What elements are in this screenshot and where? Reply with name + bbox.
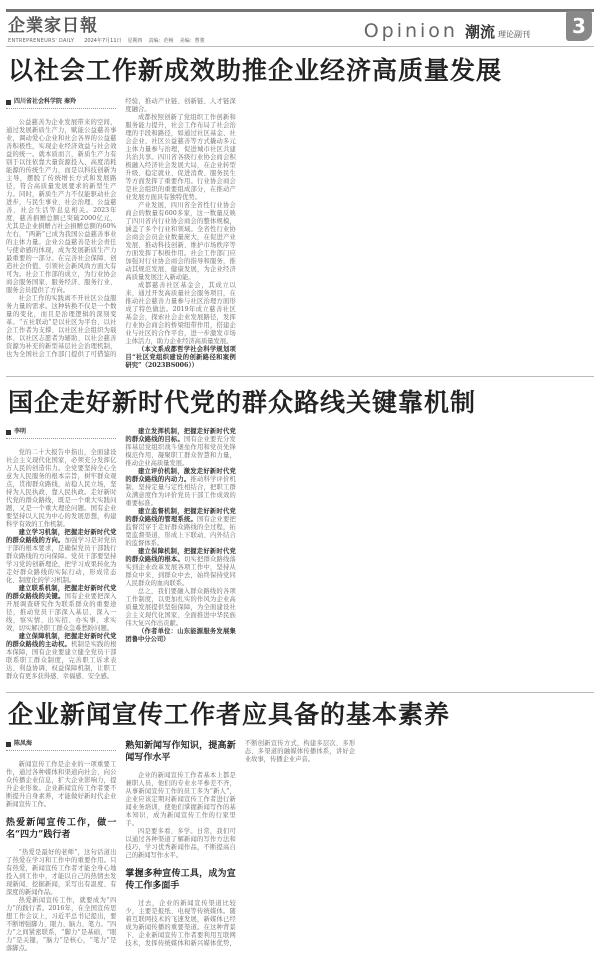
paragraph-text: 新闻宣传工作是企业的一项重要工作，通过各种媒体和渠道向社会、向公众传播企业信息，扩大企业影响力，提升企业形象。企业新闻宣传工作者要不断提升自身素养，才能做好新时代企业新闻宣传工作。 xyxy=(6,761,117,808)
paragraph xyxy=(125,828,235,860)
paragraph xyxy=(125,588,235,628)
paragraph-text: 过去，企业的新闻宣传渠道比较少，主要是报纸、电视等传统媒体。随着互联网技术的飞速发展，新媒体已经成为新闻传播的重要渠道。在这种背景下，企业新闻宣传工作者要利用互联网技术，发挥传统媒体和新兴媒体优势，不断创新宣传方式，构建多层次、多形态、多渠道的融媒体传播体系，讲好企业故事，传播企业声音。 xyxy=(125,740,356,947)
subheading: 熟知新闻写作知识，提高新闻写作水平 xyxy=(125,741,236,763)
divider xyxy=(6,376,594,377)
paragraph-text: 四是要多看、多学。日常，我们可以通过各种渠道了解新闻的写作方法和技巧，学习优秀新闻作品，不断提高自己的新闻写作水平。 xyxy=(125,828,236,859)
paragraph xyxy=(125,282,235,346)
paragraph-text: 推动科学评价机制，坚持定量与定性相结合，把职工群众满意度作为评价党员干部工作成效的重要标准。 xyxy=(125,476,236,507)
issue-weekday: 星期四 xyxy=(127,38,143,44)
byline xyxy=(6,428,116,439)
paragraph-text: 社会工作的实践离不开社区公益服务力量的需求。这种转换不仅是一个数量的变化，而且是治理逻辑的深刻变革。“五社联动”是以社区为平台、以社会工作者为支撑、以社区社会组织为载体、以社区志愿者为辅助、以社会慈善资源为补充的新型基层社会治理机制，也为全国社会工作部门提供了可借鉴的经验，推动产业链、创新链、人才链深度融合。 xyxy=(6,98,236,358)
paragraph-text: 党的二十大报告中指出，全面建设社会主义现代化国家，必须充分发挥亿万人民的创造伟力。全党要坚持全心全意为人民服务的根本宗旨，树牢群众观点，贯彻群众路线，站稳人民立场，坚持为人民执政、靠人民执政。走好新时代党的群众路线，既是一个重大实践问题，又是一个重大理论问题。国有企业要坚持以人民为中心的发展思想，构建科学有效的工作机制。 xyxy=(6,449,117,528)
paragraph xyxy=(6,849,116,897)
paragraph-lead: 建立评价机制，激发走好新时代党的群众路线的内动力。 xyxy=(125,468,236,483)
page-number: 3 xyxy=(566,11,592,41)
paragraph-lead: 建立保障机制，把握走好新时代党的群众路线的主动权。 xyxy=(6,633,117,648)
byline-square-icon xyxy=(6,100,11,105)
paragraph-text: 国有企业要把深入开展调查研究作为联系群众的重要途径，推动党员干部深入基层、深入一线，察实情、出实招、办实事、求实效，切实解决职工群众急难愁盼问题。 xyxy=(6,593,117,632)
paragraph-text: 机制是实践的根本保障，国有企业要建立健全党员干部联系职工群众制度，完善职工诉求表达、利益协调、权益保障机制，让职工群众有更多获得感、幸福感、安全感。 xyxy=(6,641,117,680)
paragraph-text: 切实把群众路线落实到企业改革发展各项工作中，坚持从群众中来、到群众中去，始终保持党同人民群众的血肉联系。 xyxy=(125,556,236,587)
top-rule xyxy=(6,9,594,12)
paragraph-lead: 建立发挥机制，把握走好新时代党的群众路线的目标。 xyxy=(125,428,236,443)
paragraph xyxy=(6,761,116,809)
section-subtitle: 理论副刊 xyxy=(498,30,530,39)
paragraph-text: 国有企业要充分发挥基层党组织战斗堡垒作用和党员先锋模范作用，凝聚职工群众智慧和力量，推动企业高质量发展。 xyxy=(125,436,236,467)
paragraph-text: 成都按照创新了党组织工作创新和服务能力提升，社会工作布局了社会治理的手段和路径，如通过社区基金、社会企业、社区公益慈善等方式撬动多元主体力量参与治理，促进城市社区共建共治共享。四川省各级行业协会商会积极融入经济社会发展大局，在企业转型升级、稳定就业、促进消费、服务民生等方面发挥了重要作用。行业协会商会是社会组织的重要组成部分，在推动产业发展方面具有独特优势。 xyxy=(125,114,236,201)
paragraph-text: 总之，我们要融入群众路线的各项工作制度，以更加扎实的作风为企业高质量发展提供坚强保障，为全面建设社会主义现代化国家、全面推进中华民族伟大复兴作出贡献。 xyxy=(125,588,236,627)
paragraph xyxy=(6,585,116,633)
paragraph xyxy=(125,508,235,548)
issue-date: 2024年7月11日 xyxy=(84,38,122,44)
author-name: 陈凤海 xyxy=(14,740,33,747)
byline xyxy=(6,740,116,751)
headline-3: 企业新闻宣传工作者应具备的基本素养 xyxy=(8,700,451,729)
headline-1: 以社会工作新成效助推企业经济高质量发展 xyxy=(8,56,503,85)
paragraph xyxy=(125,468,235,508)
article-note: （本文系成都哲学社会科学规划项目“社区党组织建设的创新路径和案例研究”（2023BS006）） xyxy=(125,346,236,369)
paragraph-text: 产业发展，四川省全省性行业协会商会的数量有600多家，这一数量反映了四川省内行业协会商会的整体规模，涵盖了多个行业和领域。全省性行业协会商会会员企业数量庞大，在促进产业发展、推动科技创新、维护市场秩序等方面发挥了积极作用。社会工作部门应加强对行业协会商会的指导和服务，推动其规范发展、健康发展，为企业经济高质量发展注入新动能。 xyxy=(125,202,236,281)
paragraph-lead: 建立监督机制，把握走好新时代党的群众路线的管理系统。 xyxy=(125,508,236,523)
divider xyxy=(6,46,594,47)
paragraph-text: “热爱是最好的老师”，这句话道出了热爱在学习和工作中的重要作用。只有热爱，新闻宣传工作者才能全身心地投入到工作中，才能以自己的热情去发现新闻、挖掘新闻，采写出有温度、有深度的新闻作品。 xyxy=(6,849,117,896)
dateline xyxy=(84,38,204,44)
paragraph-lead: 建立联系机制，把握走好新时代党的群众路线的关键。 xyxy=(6,585,117,600)
masthead-subrow xyxy=(8,38,205,44)
newspaper-logo: 企業家日報 xyxy=(8,16,98,36)
paragraph-lead: 建立保障机制，把握走好新时代党的群众路线的根本。 xyxy=(125,548,236,563)
paragraph xyxy=(125,772,235,828)
article-1-body xyxy=(6,98,594,370)
paragraph xyxy=(125,428,235,468)
paragraph-text: 公益慈善为企业发展带来的空间，通过发展新质生产力，赋能公益慈善事业，调动爱心企业和社会各界的公益慈善积极性，实现企业经济效益与社会效益的统一。就本质而言，新质生产力有别于以往依靠大量资源投入、高度消耗能源的传统生产力，而是以科技创新为主导，摆脱了传统增长方式和发展路径，符合高质量发展要求的新型生产力。同时，新质生产力不仅能驱动社会进步，与民生事业、社会治理、公益慈善、社会生活等息息相关。2023年度，慈善捐赠总额已突破2000亿元，尤其是企业捐赠占社会捐赠总额的60%左右，“两新”已成为我国公益慈善事业的主体力量。企业公益慈善是社会责任与使命感的体现，成为发展新质生产力最重要的一部分。在完善社会保障、创造社会价值、引领社会新风尚方面大有可为。社会工作部的成立，为行业协会商会服务国家、服务经济、服务行业、服务会员提供了方向。 xyxy=(6,119,117,294)
section-name: 潮流 xyxy=(464,23,495,41)
subheading: 掌握多种宣传工具，成为宣传工作多面手 xyxy=(125,869,236,891)
subheading: 热爱新闻宣传工作，做一名“四力”践行者 xyxy=(6,818,117,840)
paragraph xyxy=(6,449,116,529)
paragraph xyxy=(125,548,235,588)
article-3-body xyxy=(6,740,594,954)
byline-square-icon xyxy=(6,742,11,747)
section-title xyxy=(364,20,530,42)
opinion-label: Opinion xyxy=(363,20,458,42)
paragraph-text: 国有企业要把监督贯穿于走好群众路线的全过程，拓宽监督渠道，形成上下联动、内外结合的监督体系。 xyxy=(125,516,236,547)
divider xyxy=(6,692,594,693)
paragraph-text: 成都慈善社区基金会，其成立以来，通过开发高质量社会服务项目，在推动社会慈善力量参与社区治理方面形成了特色做法。2019年成立慈善社区基金会，探索社会企业发展路径，发挥行业协会商会的桥梁纽带作用，搭建企业与社区的合作平台，进一步激发市场主体活力，助力企业经济高质量发展。 xyxy=(125,282,236,345)
paragraph-text: 企业的新闻宣传工作者基本上都是兼职人员，他们的专业水平参差不齐，从事新闻宣传工作的员工多为“新人”，企业应该定期对新闻宣传工作者进行新闻业务培训，使他们掌握新闻写作的基本知识，成为新闻宣传工作的行家里手。 xyxy=(125,772,236,827)
headline-2: 国企走好新时代党的群众路线关键靠机制 xyxy=(8,388,477,417)
newspaper-logo-english: ENTREPRENEURS' DAILY xyxy=(8,38,75,44)
byline xyxy=(6,98,116,109)
article-note: （作者单位：山东能源服务发展集团鲁中分公司） xyxy=(125,628,236,643)
paragraph xyxy=(6,633,116,681)
author-name: 四川省社会科学院 秦羚 xyxy=(14,98,77,105)
masthead xyxy=(6,14,594,44)
designer-credit: 美编：曹骏 xyxy=(179,38,205,44)
paragraph xyxy=(6,897,116,953)
paragraph xyxy=(125,114,235,202)
paragraph xyxy=(6,119,116,295)
paragraph-text: 加强学习是对党员干部的根本要求，是确保党员干部践行群众路线的方向保障。党员干部要坚持学习党的创新理论，把学习成果转化为走好群众路线的实际行动，形成常态化、制度化的学习机制。 xyxy=(6,537,117,584)
editor-credit: 责编：范畅 xyxy=(148,38,174,44)
paragraph xyxy=(125,202,235,282)
paragraph-text: 热爱新闻宣传工作，就要成为“四力”的践行者。2016年，在全国宣传思想工作会议上，习近平总书记提出，要不断增强脚力、眼力、脑力、笔力。“四力”之间紧密联系，“脚力”是基础，“眼力”是关键，“脑力”是核心，“笔力”是落脚点。 xyxy=(6,897,117,952)
author-name: 李明 xyxy=(14,428,27,435)
article-2-body xyxy=(6,428,594,686)
byline-square-icon xyxy=(6,430,11,435)
paragraph-lead: 建立学习机制，把握走好新时代党的群众路线的方向。 xyxy=(6,529,117,544)
paragraph xyxy=(6,529,116,585)
